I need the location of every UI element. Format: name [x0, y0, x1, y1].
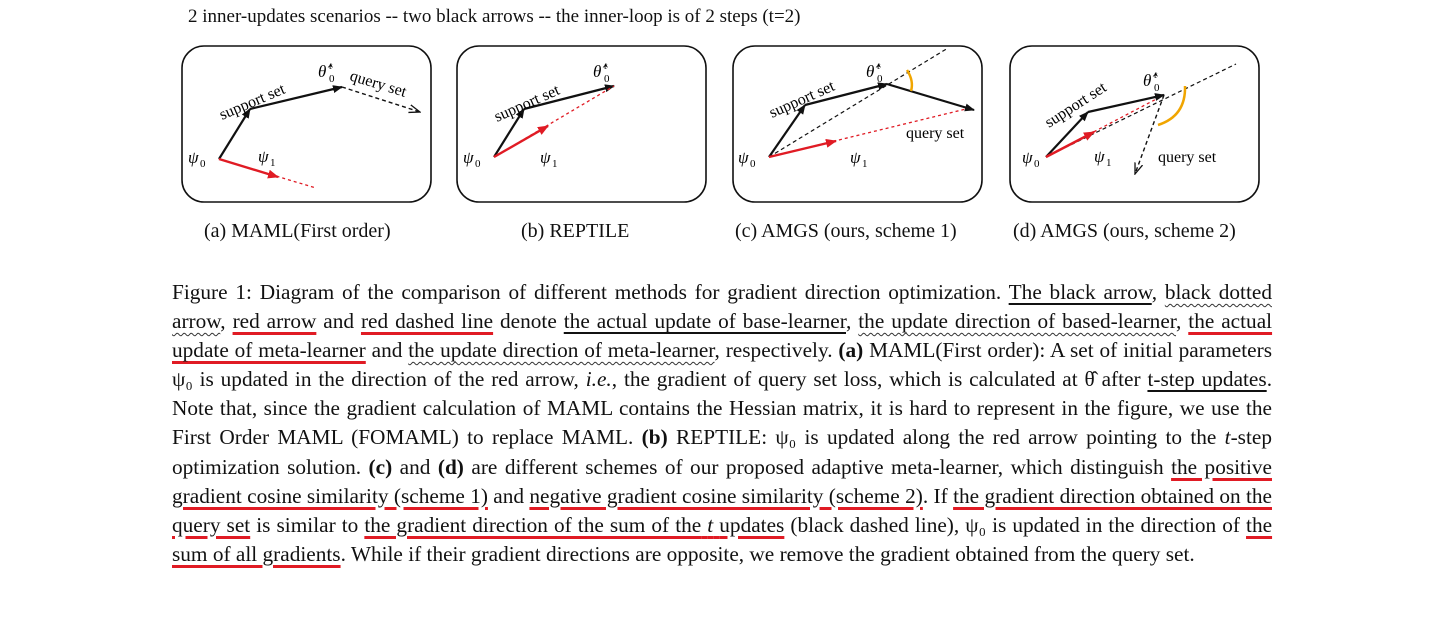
svg-text:1: 1 — [552, 158, 558, 170]
support-set-label: support set — [1041, 79, 1110, 132]
figure-caption-text — [172, 278, 1272, 569]
caption-c: (c) AMGS (ours, scheme 1) — [735, 220, 957, 242]
support-set-label: support set — [491, 81, 563, 126]
red-arrow — [1046, 132, 1094, 157]
panel-c-amgs-scheme1 — [733, 46, 982, 202]
svg-text:0: 0 — [604, 73, 610, 85]
query-arrow — [887, 84, 974, 110]
theta-hat-label — [593, 60, 610, 85]
svg-text:ψ: ψ — [540, 148, 551, 167]
psi1-label — [1094, 147, 1112, 169]
svg-text:t: t — [877, 60, 881, 72]
svg-text:t: t — [1154, 69, 1158, 81]
svg-text:θ̂: θ̂ — [1143, 71, 1152, 90]
svg-text:1: 1 — [1106, 157, 1112, 169]
svg-text:ψ: ψ — [258, 147, 269, 166]
svg-text:θ̂: θ̂ — [593, 62, 602, 81]
panel-frame — [182, 46, 431, 202]
panel-a-maml — [182, 46, 431, 202]
svg-text:1: 1 — [270, 157, 276, 169]
query-set-label: query set — [906, 125, 965, 142]
svg-text:ψ: ψ — [188, 148, 199, 167]
svg-text:t: t — [604, 60, 608, 72]
theta-hat-label — [318, 60, 335, 85]
caption-paragraph: Figure 1: Diagram of the comparison of different methods for gradient direction optimization. The black arrow, black dotted arrow, red arrow and red dashed line denote the actual update of base-learner, the update direction of based-learner, the actual update of meta-learner and the update direction of meta-learner, respectively. (a) MAML(First order): A set of initial parameters ψ₀ is updated in the direction of the red arrow, i.e., the gradient of query set loss, which is calculated at θ̂ after t-step updates. Note that, since the gradient calculation of MAML contains the Hessian matrix, it is hard to represent in the figure, we use the First Order MAML (FOMAML) to replace MAML. (b) REPTILE: ψ₀ is updated along the red arrow pointing to the t-step optimization solution. (c) and (d) are different schemes of our proposed adaptive meta-learner, which distinguish the positive gradient cosine similarity (scheme 1) and negative gradient cosine similarity (scheme 2). If the gradient direction obtained on the query set is similar to the gradient direction of the sum of the t updates (black dashed line), ψ₀ is updated in the direction of the sum of all gradients. While if their gradient directions are opposite, we remove the gradient obtained from the query set. — [172, 280, 1273, 566]
svg-text:0: 0 — [475, 158, 481, 170]
support-set-label: support set — [766, 77, 838, 122]
panel-b-reptile — [457, 46, 706, 202]
psi0-label — [1022, 148, 1040, 170]
angle-arc — [907, 70, 912, 91]
svg-text:0: 0 — [1034, 158, 1040, 170]
svg-text:0: 0 — [1154, 82, 1160, 94]
svg-text:0: 0 — [200, 158, 206, 170]
svg-text:ψ: ψ — [850, 148, 861, 167]
psi0-label — [463, 148, 481, 170]
panel-d-amgs-scheme2 — [1010, 46, 1259, 202]
svg-text:ψ: ψ — [738, 148, 749, 167]
svg-text:0: 0 — [750, 158, 756, 170]
psi0-label — [738, 148, 756, 170]
theta-hat-label — [866, 60, 883, 85]
svg-text:θ̂: θ̂ — [866, 62, 875, 81]
caption-a: (a) MAML(First order) — [204, 220, 391, 242]
psi1-label — [258, 147, 276, 169]
query-set-label: query set — [347, 67, 409, 101]
svg-text:0: 0 — [877, 73, 883, 85]
psi1-label — [540, 148, 558, 170]
support-set-label: support set — [216, 80, 288, 124]
panel-frame — [457, 46, 706, 202]
svg-text:t: t — [329, 60, 333, 72]
psi1-label — [850, 148, 868, 170]
caption-b: (b) REPTILE — [521, 220, 630, 242]
svg-text:ψ: ψ — [1022, 148, 1033, 167]
panel-frame — [733, 46, 982, 202]
svg-text:1: 1 — [862, 158, 868, 170]
svg-text:ψ: ψ — [1094, 147, 1105, 166]
query-set-label: query set — [1158, 149, 1217, 166]
svg-text:0: 0 — [329, 73, 335, 85]
angle-arc — [1158, 86, 1185, 125]
caption-d: (d) AMGS (ours, scheme 2) — [1013, 220, 1236, 242]
theta-hat-label — [1143, 69, 1160, 94]
figure-header-note: 2 inner-updates scenarios -- two black arrows -- the inner-loop is of 2 steps (t=2) — [188, 6, 801, 27]
psi0-label — [188, 148, 206, 170]
svg-text:θ̂: θ̂ — [318, 62, 327, 81]
svg-text:ψ: ψ — [463, 148, 474, 167]
